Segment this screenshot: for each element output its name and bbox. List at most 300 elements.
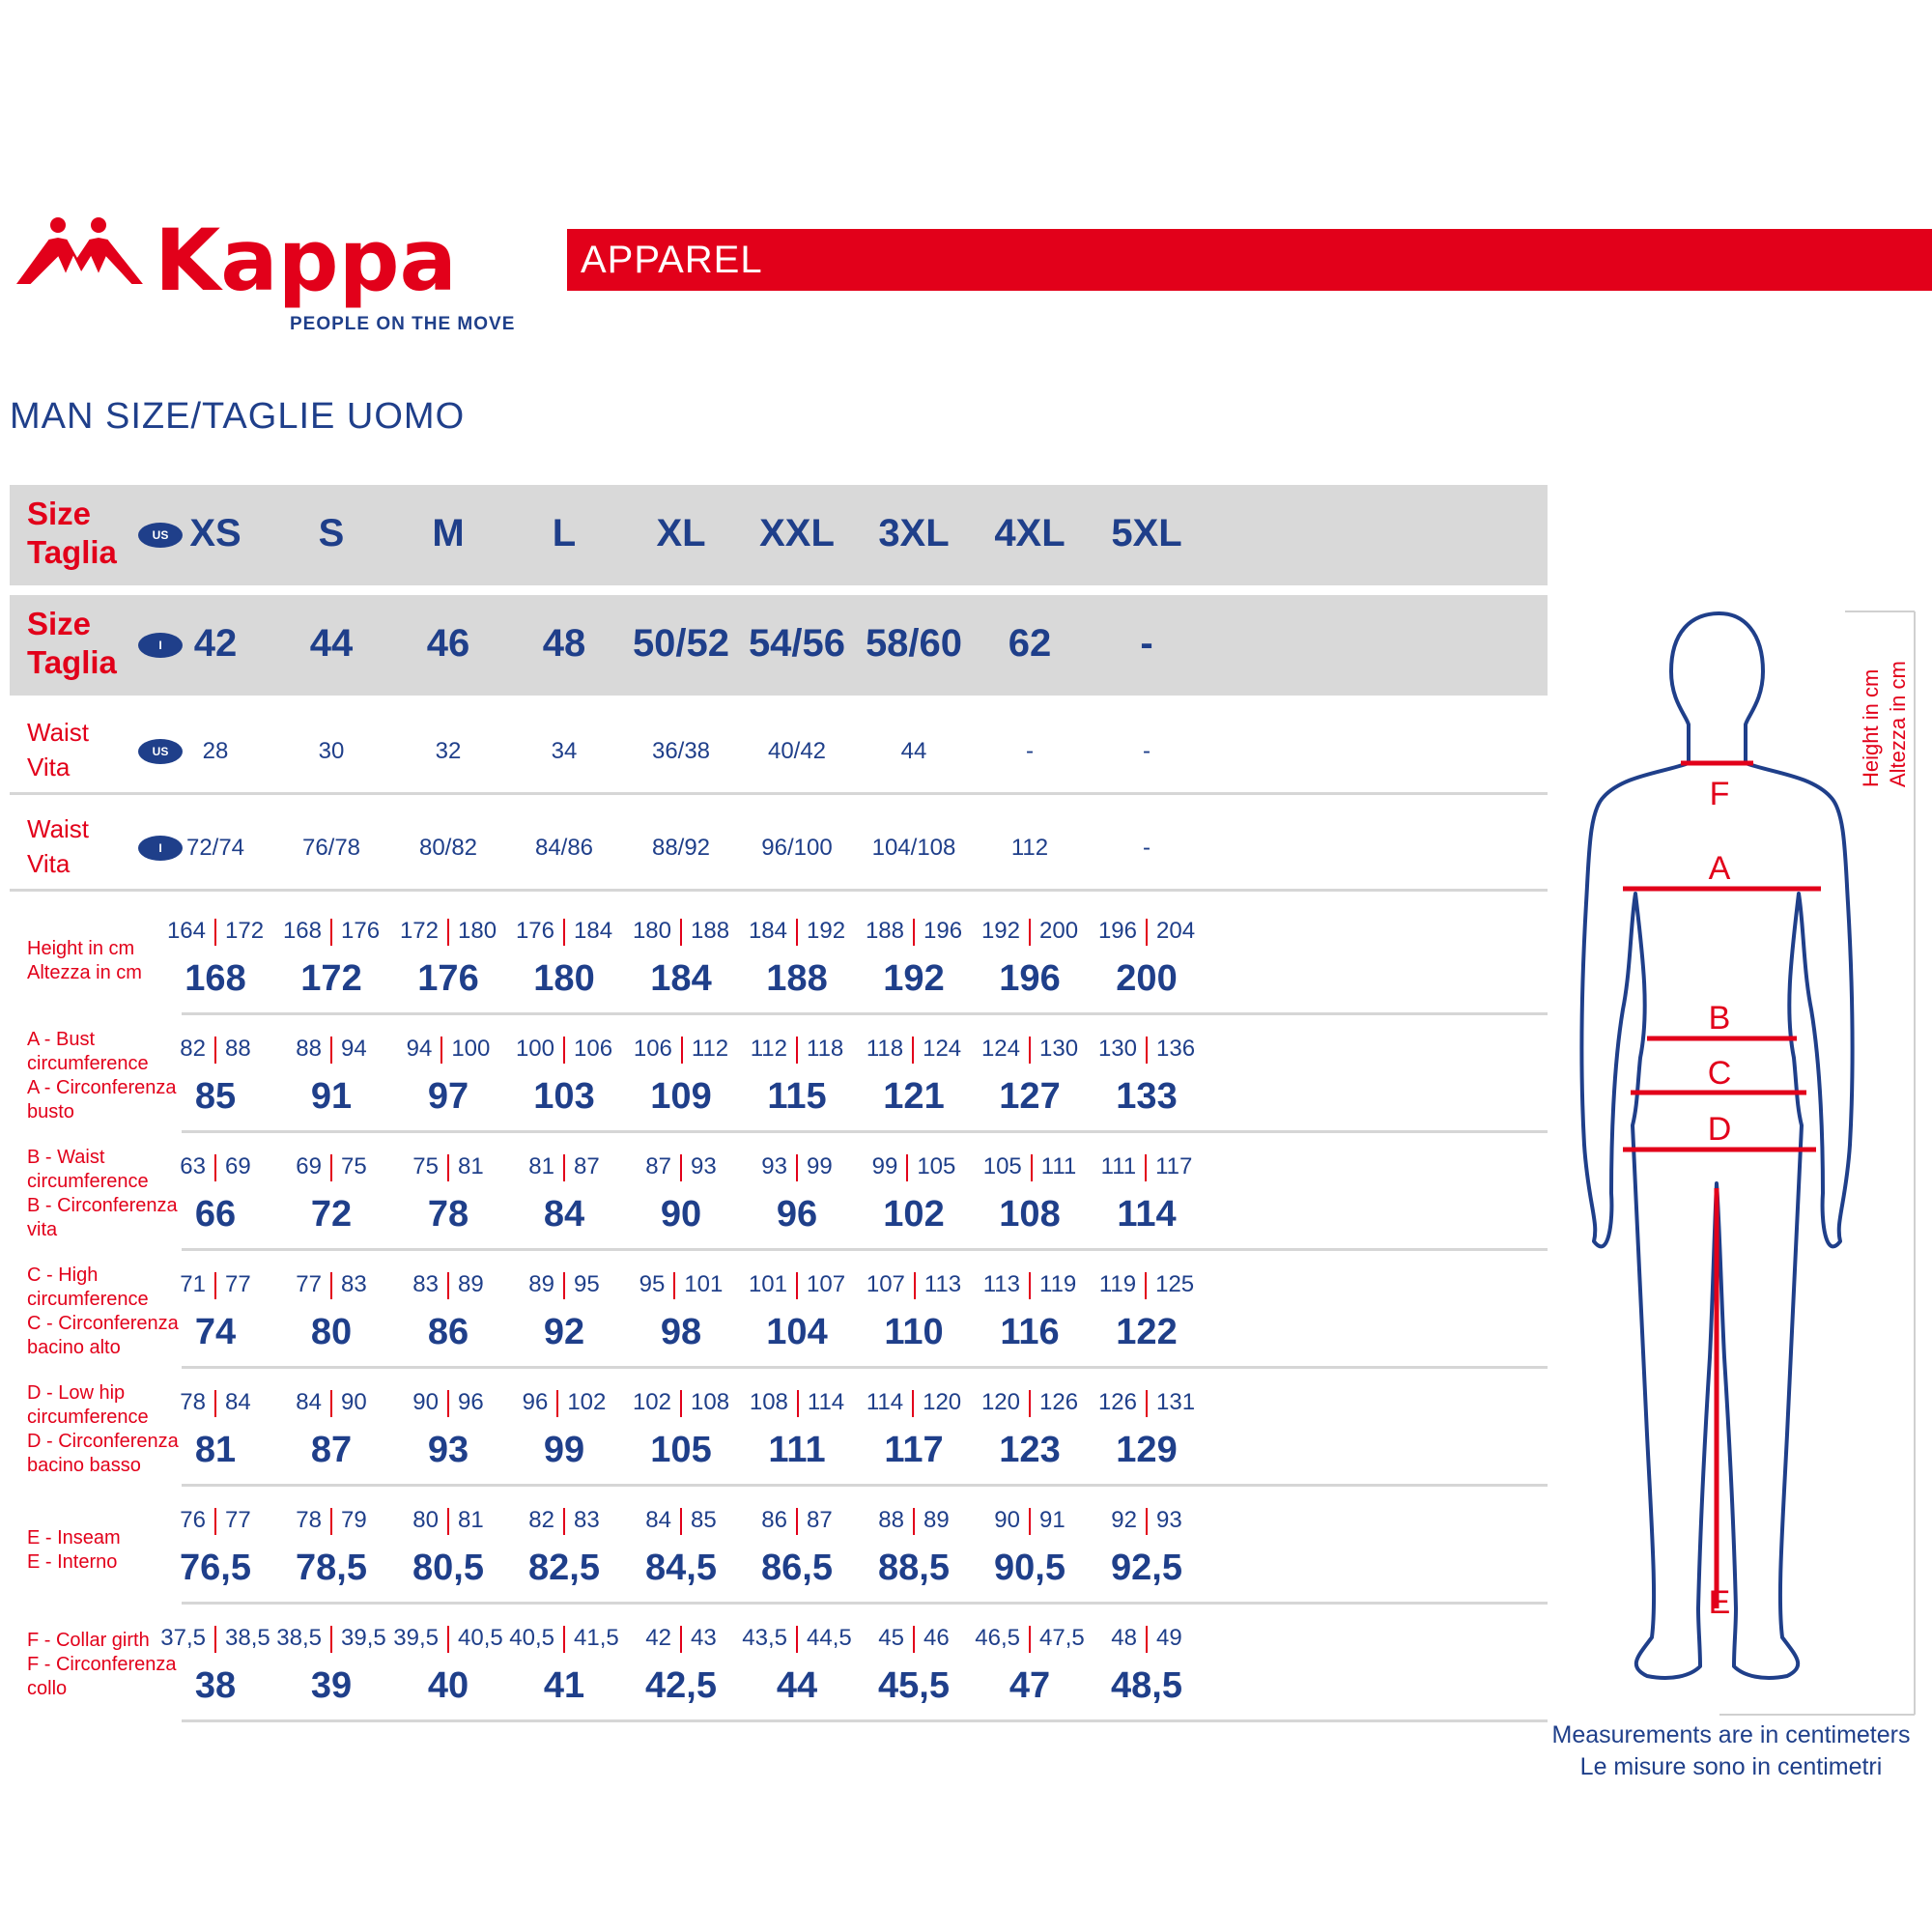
range-min: 111 [1100, 1153, 1137, 1179]
range-max: 69 [225, 1153, 251, 1179]
main-value-cell: 80 [310, 1312, 353, 1352]
range-max: 102 [567, 1389, 607, 1415]
marker-b: B [1708, 1000, 1731, 1037]
main-value-cell: 172 [300, 958, 362, 999]
measure-row [10, 1252, 1548, 1370]
range-max: 119 [1039, 1271, 1077, 1297]
range-max: 196 [923, 918, 963, 944]
range-separator [1146, 1508, 1148, 1535]
range-separator [680, 1626, 682, 1653]
range-max: 77 [225, 1507, 251, 1533]
range-max: 39,5 [341, 1625, 386, 1651]
range-separator [214, 1154, 216, 1181]
size-cell: 50/52 [632, 622, 730, 665]
main-value-cell: 85 [194, 1076, 237, 1117]
range-cell [1074, 1625, 1219, 1653]
range-max: 84 [225, 1389, 251, 1415]
row-label-it: Taglia [27, 534, 117, 570]
marker-a: A [1708, 850, 1731, 887]
range-min: 106 [633, 1036, 672, 1062]
range-separator [680, 1508, 682, 1535]
row-label-line: circumference [27, 1289, 149, 1310]
range-min: 78 [296, 1507, 322, 1533]
size-cell: M [432, 512, 465, 554]
range-min: 168 [282, 918, 322, 944]
range-separator [906, 1154, 908, 1181]
row-label-line: collo [27, 1678, 68, 1699]
size-cell: - [1140, 622, 1153, 665]
main-value-cell: 176 [417, 958, 479, 999]
range-max: 43 [691, 1625, 717, 1651]
main-value-cell: 40 [427, 1665, 469, 1706]
range-separator [913, 919, 915, 946]
range-min: 107 [866, 1271, 905, 1297]
main-value-cell: 38 [194, 1665, 237, 1706]
range-cell [1074, 1507, 1219, 1535]
row-label-en: Waist [27, 718, 90, 747]
range-max: 106 [574, 1036, 613, 1062]
range-min: 63 [180, 1153, 206, 1179]
range-min: 87 [645, 1153, 671, 1179]
range-max: 124 [923, 1036, 962, 1062]
waist-row [10, 806, 1548, 893]
range-max: 87 [574, 1153, 600, 1179]
marker-c: C [1707, 1055, 1732, 1092]
main-value-cell: 200 [1116, 958, 1178, 999]
range-min: 119 [1098, 1271, 1137, 1297]
range-max: 108 [691, 1389, 730, 1415]
row-divider [182, 1602, 1548, 1605]
main-value-cell: 88,5 [878, 1548, 950, 1588]
range-min: 92 [1111, 1507, 1137, 1533]
row-label [27, 811, 89, 881]
range-max: 188 [691, 918, 730, 944]
main-value-cell: 84 [543, 1194, 585, 1235]
range-min: 94 [406, 1036, 433, 1062]
footnote-it: Le misure sono in centimetri [1579, 1753, 1883, 1780]
size-cell: XS [189, 512, 242, 554]
range-separator [1146, 1390, 1148, 1417]
row-divider [182, 1366, 1548, 1369]
measure-row [10, 1488, 1548, 1605]
main-value-cell: 44 [776, 1665, 818, 1706]
waist-cell: 104/108 [871, 835, 956, 861]
range-max: 93 [1156, 1507, 1182, 1533]
waist-cell: 30 [318, 738, 345, 764]
range-separator [447, 1154, 449, 1181]
range-max: 120 [923, 1389, 962, 1415]
size-cell: 44 [309, 622, 354, 665]
waist-cell: 96/100 [761, 835, 833, 861]
range-separator [556, 1390, 558, 1417]
range-separator [914, 1272, 916, 1299]
range-min: 88 [296, 1036, 322, 1062]
kappa-wordmark: Kappa [155, 211, 457, 310]
range-min: 184 [748, 918, 787, 944]
range-min: 95 [639, 1271, 666, 1297]
main-value-cell: 99 [543, 1430, 585, 1470]
main-value-cell: 98 [660, 1312, 702, 1352]
range-separator [330, 1154, 332, 1181]
height-label-it: Altezza in cm [1886, 661, 1910, 787]
range-max: 89 [923, 1507, 950, 1533]
measure-row [10, 898, 1548, 1016]
range-max: 40,5 [458, 1625, 503, 1651]
range-separator [1146, 1626, 1148, 1653]
range-separator [563, 919, 565, 946]
main-value-cell: 91 [310, 1076, 353, 1117]
range-min: 100 [515, 1036, 554, 1062]
range-separator [447, 919, 449, 946]
waist-cell: 72/74 [185, 835, 245, 861]
range-separator [214, 1508, 216, 1535]
range-max: 117 [1155, 1153, 1193, 1179]
row-label-line: vita [27, 1219, 58, 1240]
waist-cell: 112 [1010, 835, 1049, 861]
range-max: 88 [225, 1036, 251, 1062]
row-divider [182, 1012, 1548, 1015]
row-label [27, 495, 117, 572]
row-label-it: Vita [27, 849, 71, 878]
main-value-cell: 127 [999, 1076, 1061, 1117]
range-min: 76 [180, 1507, 206, 1533]
marker-e: E [1708, 1584, 1731, 1621]
range-separator [1029, 1037, 1031, 1064]
range-separator [796, 1508, 798, 1535]
row-divider [182, 1484, 1548, 1487]
main-value-cell: 122 [1116, 1312, 1178, 1352]
main-value-cell: 48,5 [1111, 1665, 1182, 1706]
row-divider [182, 1130, 1548, 1133]
range-max: 200 [1039, 918, 1079, 944]
row-label-line: E - Inseam [27, 1527, 121, 1548]
range-min: 188 [865, 918, 904, 944]
range-max: 91 [1039, 1507, 1065, 1533]
range-max: 100 [451, 1036, 491, 1062]
range-separator [1029, 919, 1031, 946]
main-value-cell: 92 [543, 1312, 585, 1352]
range-min: 176 [515, 918, 554, 944]
range-separator [913, 1508, 915, 1535]
range-separator [563, 1037, 565, 1064]
range-separator [797, 1390, 799, 1417]
range-max: 136 [1156, 1036, 1196, 1062]
main-value-cell: 74 [194, 1312, 237, 1352]
main-value-cell: 90 [660, 1194, 702, 1235]
row-label [27, 1526, 121, 1575]
range-separator [563, 1154, 565, 1181]
range-separator [1146, 1037, 1148, 1064]
range-separator [1146, 919, 1148, 946]
waist-cell: 32 [435, 738, 462, 764]
row-label-en: Size [27, 496, 92, 531]
main-value-cell: 129 [1116, 1430, 1178, 1470]
range-min: 78 [180, 1389, 206, 1415]
range-separator [447, 1508, 449, 1535]
row-label-line: B - Circonferenza [27, 1195, 178, 1216]
range-min: 93 [761, 1153, 787, 1179]
main-value-cell: 184 [650, 958, 712, 999]
range-separator [796, 919, 798, 946]
main-value-cell: 42,5 [645, 1665, 717, 1706]
waist-cell: - [1026, 738, 1034, 764]
range-min: 43,5 [742, 1625, 787, 1651]
waist-cell: - [1143, 738, 1151, 764]
waist-cell: 84/86 [534, 835, 594, 861]
range-min: 108 [749, 1389, 788, 1415]
marker-f: F [1709, 776, 1730, 812]
range-max: 41,5 [574, 1625, 619, 1651]
main-value-cell: 133 [1116, 1076, 1178, 1117]
range-separator [796, 1272, 798, 1299]
size-cell: XXL [759, 512, 835, 554]
row-label-en: Waist [27, 814, 90, 843]
range-min: 118 [866, 1036, 904, 1062]
range-min: 172 [399, 918, 439, 944]
size-cell: 46 [426, 622, 470, 665]
apparel-label: APPAREL [581, 239, 763, 281]
row-label-it: Taglia [27, 644, 117, 680]
range-max: 47,5 [1039, 1625, 1085, 1651]
range-max: 131 [1156, 1389, 1196, 1415]
size-cell: 5XL [1111, 512, 1182, 554]
waist-cell: 40/42 [767, 738, 827, 764]
row-label-line: D - Circonferenza [27, 1431, 179, 1452]
range-min: 124 [980, 1036, 1020, 1062]
row-label-it: Vita [27, 753, 71, 781]
row-label-en: Size [27, 606, 92, 641]
row-label-line: C - High [27, 1264, 99, 1286]
range-min: 180 [632, 918, 671, 944]
range-min: 99 [871, 1153, 898, 1179]
range-min: 82 [528, 1507, 554, 1533]
range-max: 93 [691, 1153, 717, 1179]
range-min: 71 [180, 1271, 206, 1297]
range-min: 40,5 [509, 1625, 554, 1651]
range-min: 126 [1097, 1389, 1137, 1415]
range-max: 87 [807, 1507, 833, 1533]
waist-cell: 88/92 [651, 835, 711, 861]
row-label-line: A - Circonferenza [27, 1077, 177, 1098]
measure-row [10, 1605, 1548, 1723]
row-label-line: D - Low hip [27, 1382, 126, 1404]
range-separator [447, 1390, 449, 1417]
range-max: 176 [341, 918, 381, 944]
range-max: 46 [923, 1625, 950, 1651]
main-value-cell: 82,5 [528, 1548, 600, 1588]
main-value-cell: 39 [310, 1665, 353, 1706]
main-value-cell: 102 [883, 1194, 945, 1235]
main-value-cell: 78 [427, 1194, 469, 1235]
range-min: 105 [982, 1153, 1022, 1179]
range-cell [1074, 1389, 1219, 1417]
range-max: 38,5 [225, 1625, 270, 1651]
range-separator [1029, 1272, 1031, 1299]
main-value-cell: 66 [194, 1194, 237, 1235]
kappa-logo-graphic [10, 208, 531, 314]
main-value-cell: 103 [533, 1076, 595, 1117]
range-min: 90 [994, 1507, 1020, 1533]
range-separator [563, 1508, 565, 1535]
range-min: 196 [1097, 918, 1137, 944]
row-label-line: circumference [27, 1053, 149, 1074]
range-min: 48 [1111, 1625, 1137, 1651]
main-value-cell: 86 [427, 1312, 469, 1352]
range-max: 83 [574, 1507, 600, 1533]
range-min: 90 [412, 1389, 439, 1415]
range-separator [680, 919, 682, 946]
range-max: 95 [574, 1271, 600, 1297]
size-cell: 4XL [994, 512, 1065, 554]
tagline: PEOPLE ON THE MOVE [290, 314, 516, 334]
row-divider [182, 1248, 1548, 1251]
range-min: 88 [878, 1507, 904, 1533]
size-header-row [10, 595, 1548, 696]
row-label-line: B - Waist [27, 1147, 105, 1168]
range-separator [912, 1037, 914, 1064]
main-value-cell: 76,5 [180, 1548, 251, 1588]
waist-cell: 34 [551, 738, 578, 764]
apparel-banner [567, 229, 1932, 291]
range-separator [214, 1390, 216, 1417]
marker-d: D [1707, 1111, 1732, 1148]
range-min: 102 [632, 1389, 671, 1415]
main-value-cell: 81 [194, 1430, 237, 1470]
main-value-cell: 90,5 [994, 1548, 1065, 1588]
it-flag-icon: I [138, 633, 183, 658]
range-max: 126 [1039, 1389, 1079, 1415]
range-separator [330, 1037, 332, 1064]
waist-cell: 80/82 [418, 835, 478, 861]
range-max: 114 [807, 1389, 845, 1415]
height-label-en: Height in cm [1859, 668, 1883, 787]
waist-cell: 28 [202, 738, 229, 764]
range-max: 89 [458, 1271, 484, 1297]
range-separator [1029, 1626, 1031, 1653]
range-separator [1145, 1272, 1147, 1299]
row-label-line: C - Circonferenza [27, 1313, 179, 1334]
range-min: 38,5 [276, 1625, 322, 1651]
range-max: 204 [1156, 918, 1196, 944]
range-min: 46,5 [975, 1625, 1020, 1651]
main-value-cell: 114 [1117, 1194, 1177, 1235]
size-cell: 48 [542, 622, 586, 665]
range-min: 42 [645, 1625, 671, 1651]
range-separator [214, 1037, 216, 1064]
waist-cell: 76/78 [301, 835, 361, 861]
range-max: 105 [917, 1153, 956, 1179]
row-label-line: Altezza in cm [27, 962, 142, 983]
footnote-en: Measurements are in centimeters [1551, 1721, 1911, 1748]
range-min: 120 [980, 1389, 1020, 1415]
size-cell: 58/60 [865, 622, 963, 665]
range-min: 45 [878, 1625, 904, 1651]
it-flag-icon: I [138, 836, 183, 861]
range-min: 83 [412, 1271, 439, 1297]
main-value-cell: 92,5 [1111, 1548, 1182, 1588]
body-figure [1555, 604, 1922, 1724]
range-separator [330, 919, 332, 946]
waist-row [10, 709, 1548, 796]
range-separator [1029, 1508, 1031, 1535]
range-min: 114 [866, 1389, 904, 1415]
range-separator [1145, 1154, 1147, 1181]
range-min: 77 [296, 1271, 322, 1297]
range-min: 113 [982, 1271, 1020, 1297]
range-min: 96 [522, 1389, 549, 1415]
range-separator [440, 1037, 442, 1064]
row-label-line: circumference [27, 1171, 149, 1192]
main-value-cell: 180 [533, 958, 595, 999]
range-max: 111 [1040, 1153, 1077, 1179]
main-value-cell: 86,5 [761, 1548, 833, 1588]
row-label-line: Height in cm [27, 938, 135, 959]
range-min: 130 [1097, 1036, 1137, 1062]
range-max: 99 [807, 1153, 833, 1179]
range-max: 192 [807, 918, 846, 944]
range-cell [1074, 1036, 1219, 1064]
range-separator [563, 1272, 565, 1299]
row-label [27, 715, 89, 784]
row-label-line: F - Circonferenza [27, 1654, 177, 1675]
range-min: 69 [296, 1153, 322, 1179]
main-value-cell: 188 [766, 958, 828, 999]
main-value-cell: 111 [768, 1430, 826, 1470]
size-cell: 42 [193, 622, 238, 665]
range-min: 164 [166, 918, 206, 944]
range-max: 184 [574, 918, 613, 944]
measure-row [10, 1370, 1548, 1488]
main-value-cell: 196 [999, 958, 1061, 999]
main-value-cell: 192 [883, 958, 945, 999]
measure-row [10, 1016, 1548, 1134]
range-min: 84 [296, 1389, 322, 1415]
range-max: 77 [225, 1271, 251, 1297]
row-label-line: F - Collar girth [27, 1630, 150, 1651]
range-separator [447, 1272, 449, 1299]
range-min: 75 [412, 1153, 439, 1179]
range-separator [330, 1272, 332, 1299]
main-value-cell: 80,5 [412, 1548, 484, 1588]
range-max: 83 [341, 1271, 367, 1297]
range-separator [447, 1626, 449, 1653]
row-label-line: circumference [27, 1406, 149, 1428]
range-max: 81 [458, 1507, 484, 1533]
main-value-cell: 110 [884, 1312, 944, 1352]
range-separator [330, 1508, 332, 1535]
range-min: 192 [980, 918, 1020, 944]
range-separator [214, 919, 216, 946]
range-max: 44,5 [807, 1625, 852, 1651]
main-value-cell: 72 [310, 1194, 353, 1235]
main-value-cell: 78,5 [296, 1548, 367, 1588]
range-max: 180 [458, 918, 497, 944]
us-flag-icon: US [138, 523, 183, 548]
main-value-cell: 117 [884, 1430, 944, 1470]
size-cell: 62 [1008, 622, 1052, 665]
size-cell: XL [656, 512, 706, 554]
row-divider [10, 889, 1548, 892]
range-max: 85 [691, 1507, 717, 1533]
range-min: 112 [750, 1036, 787, 1062]
range-min: 37,5 [160, 1625, 206, 1651]
range-max: 90 [341, 1389, 367, 1415]
range-min: 80 [412, 1507, 439, 1533]
row-label [27, 937, 142, 985]
range-max: 125 [1155, 1271, 1195, 1297]
waist-cell: 36/38 [651, 738, 711, 764]
size-cell: L [552, 512, 577, 554]
